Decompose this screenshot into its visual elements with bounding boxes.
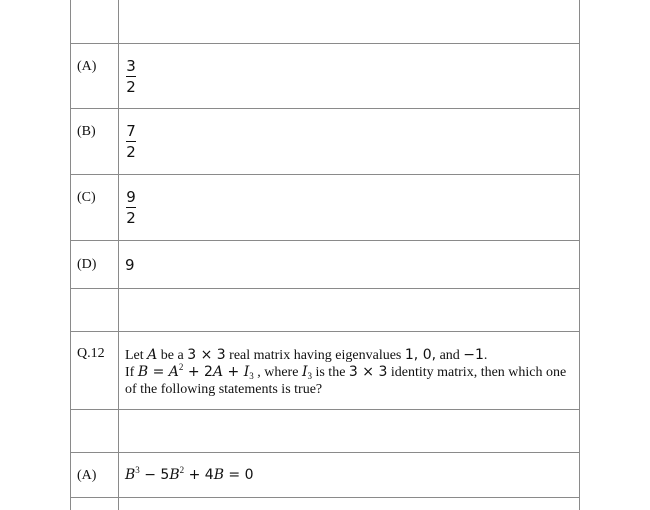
fraction-bar (126, 76, 136, 77)
fraction-denominator: 2 (126, 78, 136, 97)
row-divider (70, 497, 580, 498)
option-b-fraction (125, 123, 137, 160)
option-c-label: (C) (77, 190, 96, 205)
fraction-numerator: 9 (126, 188, 136, 206)
table-column-divider (118, 0, 119, 510)
fraction-denominator: 2 (126, 143, 136, 162)
table-border-left (70, 0, 71, 510)
question-line-3: of the following statements is true? (125, 382, 323, 397)
question-line-1: Let A be a 3 × 3 real matrix having eigenvalues 1, 0, and −1. (125, 347, 488, 363)
question-table (70, 0, 580, 510)
option-a-label: (A) (77, 59, 97, 74)
q12-option-a-label: (A) (77, 468, 97, 483)
fraction-numerator: 7 (126, 122, 136, 140)
question-number: Q.12 (77, 346, 105, 361)
fraction-numerator: 3 (126, 57, 136, 75)
row-divider (70, 108, 580, 109)
option-b-label: (B) (77, 124, 96, 139)
row-divider (70, 409, 580, 410)
option-d-value: 9 (125, 256, 135, 274)
row-divider (70, 452, 580, 453)
question-text (125, 347, 566, 398)
row-divider (70, 288, 580, 289)
row-divider (70, 240, 580, 241)
fraction-bar (126, 207, 136, 208)
row-divider (70, 331, 580, 332)
question-line-2: If $B = A^2 + 2A + I_3$ , where $I_3$ is the 3 × 3 identity matrix, then which one (125, 362, 567, 381)
option-d-label: (D) (77, 257, 97, 272)
fraction-bar (126, 141, 136, 142)
q12-option-a-equation: $B^3 - 5B^2 + 4B = 0$ (125, 465, 254, 483)
option-c-fraction (125, 189, 137, 226)
row-divider (70, 43, 580, 44)
fraction-denominator: 2 (126, 209, 136, 228)
row-divider (70, 174, 580, 175)
table-border-right (579, 0, 580, 510)
option-a-fraction (125, 58, 137, 95)
